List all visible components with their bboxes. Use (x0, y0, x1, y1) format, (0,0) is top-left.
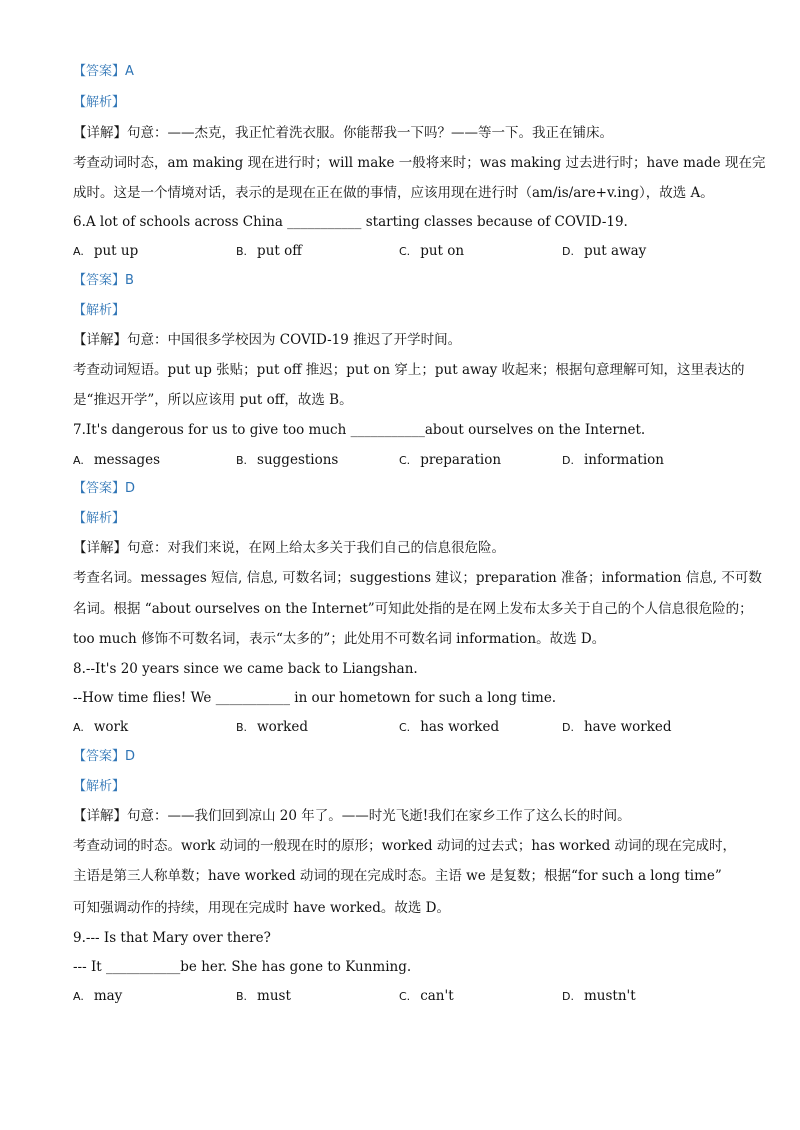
explanation-line: 是“推迟开学”，所以应该用 put off，故选 B。 (73, 392, 353, 408)
question-stem: 8.--It's 20 years since we came back to Liangshan. (73, 661, 418, 677)
explanation-line: 名词。根据 “about ourselves on the Internet”可知此处指的是在网上发布太多关于自己的个人信息很危险的； (73, 601, 753, 617)
explanation-line: 成时。这是一个情境对话，表示的是现在正在做的事情，应该用现在进行时（am/is/are+v.ing），故选 A。 (73, 185, 714, 201)
option-d: D. information (562, 452, 664, 468)
question-stem: 9.--- Is that Mary over there? (73, 930, 271, 946)
option-b: B. worked (236, 719, 308, 735)
question-stem: --How time flies! We ___________ in our hometown for such a long time. (73, 690, 557, 706)
option-d: D. have worked (562, 719, 672, 735)
analysis-label: 【解析】 (73, 511, 126, 526)
answer-label: 【答案】D (73, 749, 136, 764)
analysis-label: 【解析】 (73, 95, 126, 110)
explanation-line: 考查动词时态，am making 现在进行时；will make 一般将来时；was making 过去进行时；have made 现在完 (73, 155, 766, 171)
option-c: C. has worked (399, 719, 500, 735)
explanation-line: too much 修饰不可数名词，表示“太多的”；此处用不可数名词 information。故选 D。 (73, 631, 606, 647)
explanation-line: 可知强调动作的持续，用现在完成时 have worked。故选 D。 (73, 900, 451, 916)
question-stem: 6.A lot of schools across China ___________ starting classes because of COVID-19. (73, 214, 628, 230)
option-a: A. may (73, 988, 123, 1004)
option-c: C. can't (399, 988, 454, 1004)
option-b: B. must (236, 988, 291, 1004)
option-d: D. mustn't (562, 988, 636, 1004)
option-a: A. put up (73, 243, 139, 259)
detail-text: 【详解】句意：对我们来说，在网上给太多关于我们自己的信息很危险。 (73, 540, 505, 556)
explanation-line: 主语是第三人称单数；have worked 动词的现在完成时态。主语 we 是复数；根据“for such a long time” (73, 868, 722, 884)
question-stem: --- It ___________be her. She has gone to Kunming. (73, 959, 412, 975)
option-c: C. preparation (399, 452, 502, 468)
option-a: A. messages (73, 452, 161, 468)
answer-label: 【答案】A (73, 64, 134, 79)
option-a: A. work (73, 719, 129, 735)
explanation-line: 考查动词短语。put up 张贴；put off 推迟；put on 穿上；put away 收起来；根据句意理解可知，这里表达的 (73, 362, 745, 378)
detail-text: 【详解】句意：——杰克，我正忙着洗衣服。你能帮我一下吗？——等一下。我正在铺床。 (73, 125, 613, 141)
answer-label: 【答案】D (73, 481, 136, 496)
question-stem: 7.It's dangerous for us to give too much ___________about ourselves on the Internet. (73, 422, 646, 438)
option-b: B. suggestions (236, 452, 339, 468)
analysis-label: 【解析】 (73, 779, 126, 794)
answer-label: 【答案】B (73, 273, 134, 288)
detail-text: 【详解】句意：——我们回到凉山 20 年了。——时光飞逝!我们在家乡工作了这么长的时间。 (73, 808, 631, 824)
option-b: B. put off (236, 243, 302, 259)
detail-text: 【详解】句意：中国很多学校因为 COVID-19 推迟了开学时间。 (73, 332, 462, 348)
option-c: C. put on (399, 243, 465, 259)
option-d: D. put away (562, 243, 647, 259)
explanation-line: 考查动词的时态。work 动词的一般现在时的原形；worked 动词的过去式；has worked 动词的现在完成时， (73, 838, 737, 854)
explanation-line: 考查名词。messages 短信, 信息, 可数名词；suggestions 建议；preparation 准备；information 信息, 不可数 (73, 570, 762, 586)
analysis-label: 【解析】 (73, 303, 126, 318)
